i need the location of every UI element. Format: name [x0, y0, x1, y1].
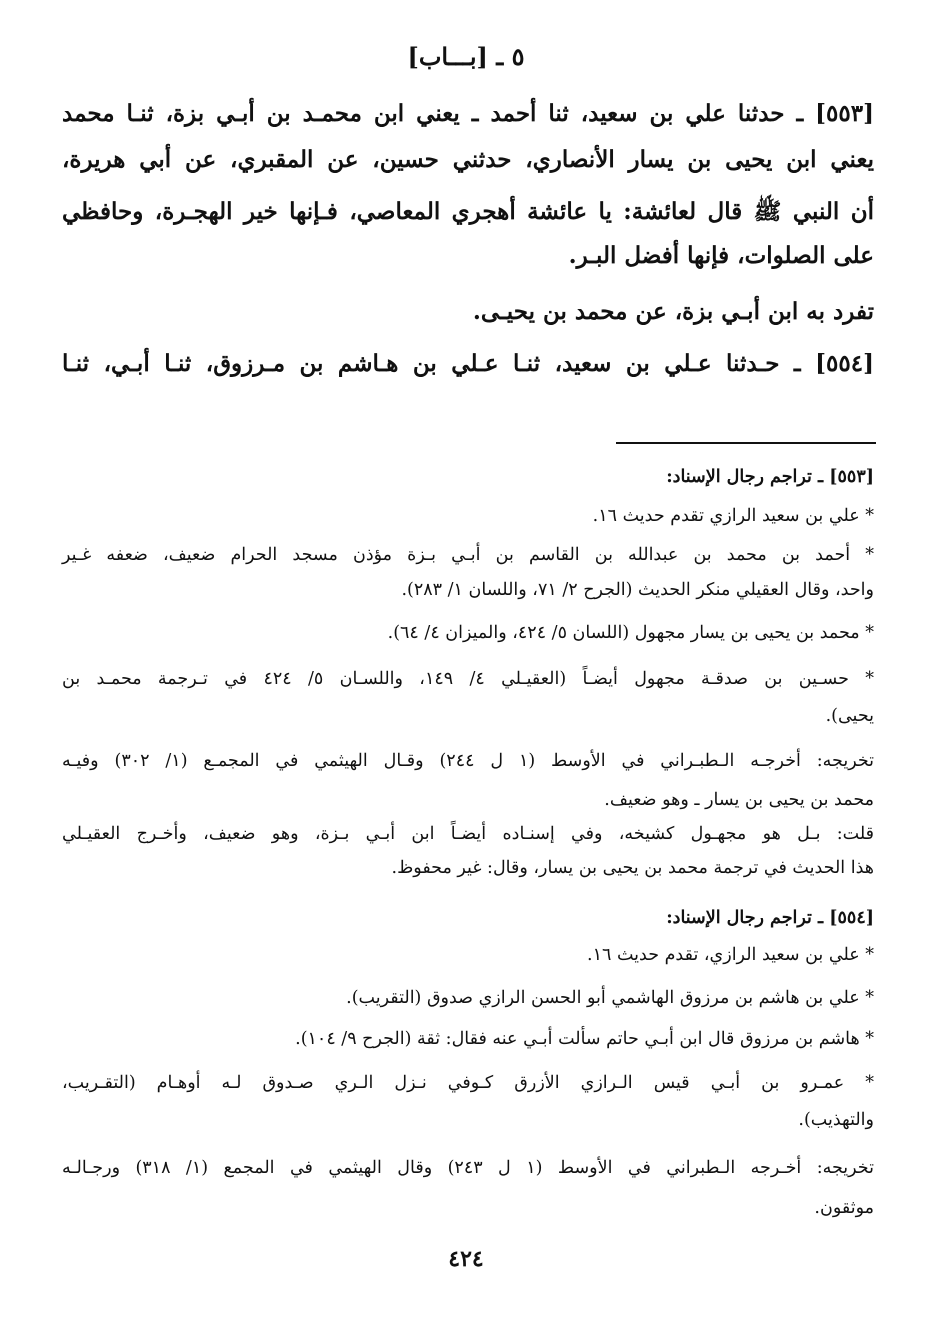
- main-text-line-3: أن النبي ﷺ قال لعائشة: يا عائشة أهجري المعاصي، فـإنها خير الهجـرة، وحافظي: [62, 198, 874, 225]
- footnote-line-11: هذا الحديث في ترجمة محمد بن يحيى بن يسار، وقال: غير محفوظ.: [391, 858, 874, 878]
- main-text-line-5: تفرد به ابن أبـي بزة، عن محمد بن يحيـى.: [472, 298, 874, 325]
- footnote-separator: [616, 442, 876, 444]
- footnote-line-16: * عمـرو بن أبـي قيس الـرازي الأزرق كـوفي نـزل الـري صـدوق لـه أوهـام (التقـريب،: [62, 1073, 874, 1093]
- footnote-line-3: * أحمد بن محمد بن عبدالله بن القاسم بن أبـي بـزة مؤذن مسجد الحرام ضعيف، ضعفه غـير: [62, 545, 874, 565]
- footnote-line-6: * حسـين بن صدقـة مجهول أيضـاً (العقيـلي ٤/ ١٤٩، واللسـان ٥/ ٤٢٤ في تـرجمة محمـد بن: [62, 669, 874, 689]
- footnote-line-5: * محمد بن يحيى بن يسار مجهول (اللسان ٥/ ٤٢٤، والميزان ٤/ ٦٤).: [387, 623, 874, 643]
- footnote-line-10: قلت: بـل هو مجهـول كشيخه، وفي إسنـاده أيضـاً ابن أبـي بـزة، وهو ضعيف، وأخـرج العقيـلي: [62, 824, 874, 844]
- footnote-line-17: والتهذيب).: [798, 1110, 874, 1130]
- page-number: ٤٢٤: [448, 1246, 484, 1272]
- main-text-line-2: يعني ابن يحيى بن يسار الأنصاري، حدثني حسين، عن المقبري، عن أبي هريرة،: [62, 146, 874, 173]
- footnote-line-2: * علي بن سعيد الرازي تقدم حديث ١٦.: [592, 506, 874, 526]
- main-text-line-6: [٥٥٤] ـ حـدثنا عـلي بن سعيد، ثنـا عـلي بن هـاشم بن مـرزوق، ثنـا أبـي، ثنـا: [62, 350, 874, 377]
- footnote-line-12: [٥٥٤] ـ تراجم رجال الإسناد:: [666, 908, 874, 928]
- footnote-line-7: يحيى).: [825, 706, 874, 726]
- footnote-line-13: * علي بن سعيد الرازي، تقدم حديث ١٦.: [587, 945, 874, 965]
- footnote-line-1: [٥٥٣] ـ تراجم رجال الإسناد:: [666, 467, 874, 487]
- section-heading: ٥ ـ [بـــاب]: [407, 42, 525, 71]
- footnote-line-4: واحد، وقال العقيلي منكر الحديث (الجرح ٢/ ٧١، واللسان ١/ ٢٨٣).: [401, 580, 874, 600]
- main-text-line-1: [٥٥٣] ـ حدثنا علي بن سعيد، ثنا أحمد ـ يعني ابن محمـد بن أبـي بزة، ثنـا محمد: [62, 100, 874, 127]
- footnote-line-18: تخريجه: أخـرجه الـطبراني في الأوسط (١ ل ٢٤٣) وقال الهيثمي في المجمع (١/ ٣١٨) ورجـالـه: [62, 1158, 874, 1178]
- main-text-line-4: على الصلوات، فإنها أفضل البـر.: [568, 242, 874, 269]
- footnote-line-15: * هاشم بن مرزوق قال ابن أبـي حاتم سألت أبـي عنه فقال: ثقة (الجرح ٩/ ١٠٤).: [295, 1029, 874, 1049]
- footnote-line-19: موثقون.: [814, 1198, 874, 1218]
- footnote-line-14: * علي بن هاشم بن مرزوق الهاشمي أبو الحسن الرازي صدوق (التقريب).: [346, 988, 874, 1008]
- footnote-line-8: تخريجه: أخرجـه الـطبـراني في الأوسط (١ ل ٢٤٤) وقـال الهيثمي في المجمـع (١/ ٣٠٢) وفيـه: [62, 751, 875, 771]
- footnote-line-9: محمد بن يحيى بن يسار ـ وهو ضعيف.: [604, 790, 874, 810]
